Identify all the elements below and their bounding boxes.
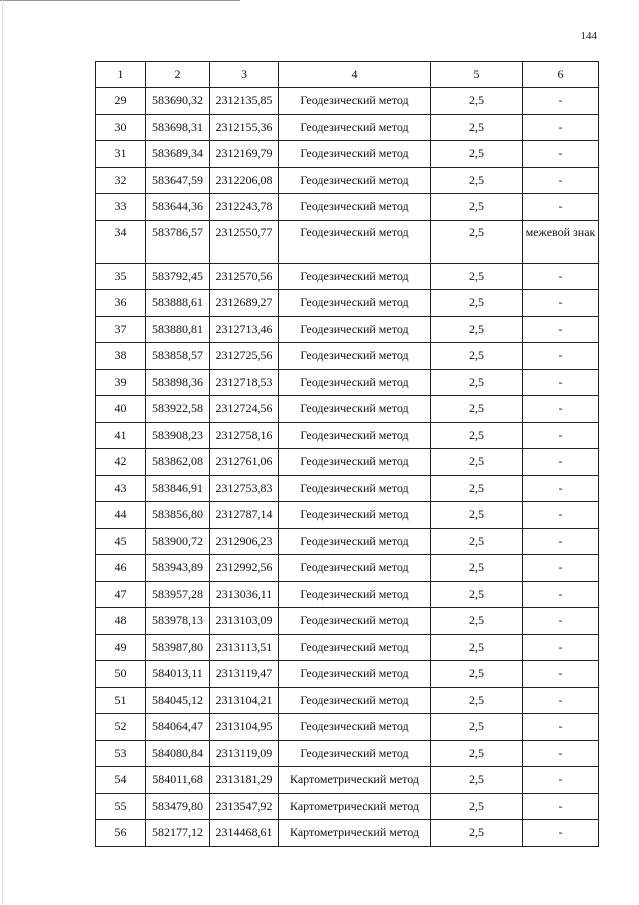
method-cell: Геодезический метод bbox=[279, 687, 431, 714]
table-row bbox=[96, 141, 599, 168]
y-coordinate-cell: 2313181,29 bbox=[210, 767, 279, 794]
point-number-cell: 51 bbox=[96, 687, 146, 714]
top-rule bbox=[0, 0, 240, 1]
y-coordinate-cell: 2312906,23 bbox=[210, 528, 279, 555]
point-number-cell: 38 bbox=[96, 343, 146, 370]
method-cell: Картометрический метод bbox=[279, 767, 431, 794]
y-coordinate-cell: 2313104,95 bbox=[210, 714, 279, 741]
table-row bbox=[96, 555, 599, 582]
method-cell: Геодезический метод bbox=[279, 369, 431, 396]
point-number-cell: 36 bbox=[96, 290, 146, 317]
method-cell: Геодезический метод bbox=[279, 634, 431, 661]
accuracy-cell: 2,5 bbox=[431, 449, 523, 476]
table-row bbox=[96, 475, 599, 502]
accuracy-cell: 2,5 bbox=[431, 714, 523, 741]
point-number-cell: 30 bbox=[96, 114, 146, 141]
x-coordinate-cell: 583862,08 bbox=[146, 449, 210, 476]
x-coordinate-cell: 583792,45 bbox=[146, 263, 210, 290]
y-coordinate-cell: 2313103,09 bbox=[210, 608, 279, 635]
x-coordinate-cell: 583690,32 bbox=[146, 88, 210, 115]
note-cell: - bbox=[523, 194, 599, 221]
y-coordinate-cell: 2312689,27 bbox=[210, 290, 279, 317]
method-cell: Геодезический метод bbox=[279, 740, 431, 767]
method-cell: Картометрический метод bbox=[279, 793, 431, 820]
table-row bbox=[96, 220, 599, 263]
table-row bbox=[96, 767, 599, 794]
note-cell: - bbox=[523, 422, 599, 449]
accuracy-cell: 2,5 bbox=[431, 369, 523, 396]
y-coordinate-cell: 2312550,77 bbox=[210, 220, 279, 263]
point-number-cell: 49 bbox=[96, 634, 146, 661]
accuracy-cell: 2,5 bbox=[431, 263, 523, 290]
accuracy-cell: 2,5 bbox=[431, 141, 523, 168]
x-coordinate-cell: 583888,61 bbox=[146, 290, 210, 317]
y-coordinate-cell: 2312725,56 bbox=[210, 343, 279, 370]
note-cell: - bbox=[523, 263, 599, 290]
method-cell: Геодезический метод bbox=[279, 316, 431, 343]
note-cell: - bbox=[523, 767, 599, 794]
point-number-cell: 50 bbox=[96, 661, 146, 688]
method-cell: Геодезический метод bbox=[279, 290, 431, 317]
y-coordinate-cell: 2312570,56 bbox=[210, 263, 279, 290]
table-row bbox=[96, 167, 599, 194]
y-coordinate-cell: 2312758,16 bbox=[210, 422, 279, 449]
x-coordinate-cell: 584011,68 bbox=[146, 767, 210, 794]
accuracy-cell: 2,5 bbox=[431, 555, 523, 582]
note-cell: - bbox=[523, 634, 599, 661]
point-number-cell: 32 bbox=[96, 167, 146, 194]
note-cell: - bbox=[523, 167, 599, 194]
column-header: 1 bbox=[96, 62, 146, 88]
y-coordinate-cell: 2312753,83 bbox=[210, 475, 279, 502]
y-coordinate-cell: 2312243,78 bbox=[210, 194, 279, 221]
method-cell: Картометрический метод bbox=[279, 820, 431, 847]
method-cell: Геодезический метод bbox=[279, 141, 431, 168]
table-row bbox=[96, 449, 599, 476]
x-coordinate-cell: 583479,80 bbox=[146, 793, 210, 820]
method-cell: Геодезический метод bbox=[279, 422, 431, 449]
x-coordinate-cell: 582177,12 bbox=[146, 820, 210, 847]
note-cell: - bbox=[523, 114, 599, 141]
note-cell: - bbox=[523, 475, 599, 502]
note-cell: - bbox=[523, 343, 599, 370]
accuracy-cell: 2,5 bbox=[431, 422, 523, 449]
x-coordinate-cell: 584064,47 bbox=[146, 714, 210, 741]
column-header: 6 bbox=[523, 62, 599, 88]
accuracy-cell: 2,5 bbox=[431, 687, 523, 714]
table-row bbox=[96, 714, 599, 741]
table-row bbox=[96, 502, 599, 529]
table-row bbox=[96, 290, 599, 317]
x-coordinate-cell: 583908,23 bbox=[146, 422, 210, 449]
x-coordinate-cell: 583647,59 bbox=[146, 167, 210, 194]
accuracy-cell: 2,5 bbox=[431, 528, 523, 555]
note-cell: - bbox=[523, 290, 599, 317]
y-coordinate-cell: 2312761,06 bbox=[210, 449, 279, 476]
method-cell: Геодезический метод bbox=[279, 396, 431, 423]
x-coordinate-cell: 583786,57 bbox=[146, 220, 210, 263]
coordinates-table bbox=[95, 61, 599, 847]
point-number-cell: 46 bbox=[96, 555, 146, 582]
accuracy-cell: 2,5 bbox=[431, 793, 523, 820]
point-number-cell: 56 bbox=[96, 820, 146, 847]
method-cell: Геодезический метод bbox=[279, 502, 431, 529]
method-cell: Геодезический метод bbox=[279, 528, 431, 555]
method-cell: Геодезический метод bbox=[279, 114, 431, 141]
table-row bbox=[96, 396, 599, 423]
note-cell: - bbox=[523, 396, 599, 423]
scan-edge bbox=[2, 0, 3, 905]
accuracy-cell: 2,5 bbox=[431, 475, 523, 502]
accuracy-cell: 2,5 bbox=[431, 88, 523, 115]
table-row bbox=[96, 581, 599, 608]
point-number-cell: 34 bbox=[96, 220, 146, 263]
y-coordinate-cell: 2312135,85 bbox=[210, 88, 279, 115]
method-cell: Геодезический метод bbox=[279, 555, 431, 582]
accuracy-cell: 2,5 bbox=[431, 502, 523, 529]
y-coordinate-cell: 2312787,14 bbox=[210, 502, 279, 529]
point-number-cell: 42 bbox=[96, 449, 146, 476]
method-cell: Геодезический метод bbox=[279, 449, 431, 476]
note-cell: - bbox=[523, 449, 599, 476]
x-coordinate-cell: 583898,36 bbox=[146, 369, 210, 396]
method-cell: Геодезический метод bbox=[279, 714, 431, 741]
point-number-cell: 45 bbox=[96, 528, 146, 555]
accuracy-cell: 2,5 bbox=[431, 820, 523, 847]
note-cell: - bbox=[523, 141, 599, 168]
x-coordinate-cell: 583922,58 bbox=[146, 396, 210, 423]
accuracy-cell: 2,5 bbox=[431, 114, 523, 141]
note-cell: - bbox=[523, 528, 599, 555]
y-coordinate-cell: 2313119,47 bbox=[210, 661, 279, 688]
table-row bbox=[96, 608, 599, 635]
x-coordinate-cell: 583698,31 bbox=[146, 114, 210, 141]
note-cell: - bbox=[523, 608, 599, 635]
x-coordinate-cell: 583858,57 bbox=[146, 343, 210, 370]
accuracy-cell: 2,5 bbox=[431, 396, 523, 423]
x-coordinate-cell: 583987,80 bbox=[146, 634, 210, 661]
point-number-cell: 40 bbox=[96, 396, 146, 423]
note-cell: - bbox=[523, 88, 599, 115]
y-coordinate-cell: 2313547,92 bbox=[210, 793, 279, 820]
point-number-cell: 35 bbox=[96, 263, 146, 290]
note-cell: - bbox=[523, 714, 599, 741]
table-row bbox=[96, 820, 599, 847]
y-coordinate-cell: 2312155,36 bbox=[210, 114, 279, 141]
column-header: 3 bbox=[210, 62, 279, 88]
note-cell: - bbox=[523, 820, 599, 847]
column-header: 5 bbox=[431, 62, 523, 88]
table-row bbox=[96, 634, 599, 661]
point-number-cell: 39 bbox=[96, 369, 146, 396]
method-cell: Геодезический метод bbox=[279, 475, 431, 502]
point-number-cell: 44 bbox=[96, 502, 146, 529]
point-number-cell: 33 bbox=[96, 194, 146, 221]
note-cell: - bbox=[523, 687, 599, 714]
table-row bbox=[96, 422, 599, 449]
y-coordinate-cell: 2312992,56 bbox=[210, 555, 279, 582]
note-cell: - bbox=[523, 555, 599, 582]
note-cell: межевой знак bbox=[523, 220, 599, 263]
table-row bbox=[96, 88, 599, 115]
accuracy-cell: 2,5 bbox=[431, 343, 523, 370]
x-coordinate-cell: 583900,72 bbox=[146, 528, 210, 555]
note-cell: - bbox=[523, 369, 599, 396]
method-cell: Геодезический метод bbox=[279, 661, 431, 688]
point-number-cell: 48 bbox=[96, 608, 146, 635]
note-cell: - bbox=[523, 793, 599, 820]
y-coordinate-cell: 2312206,08 bbox=[210, 167, 279, 194]
y-coordinate-cell: 2312718,53 bbox=[210, 369, 279, 396]
accuracy-cell: 2,5 bbox=[431, 608, 523, 635]
note-cell: - bbox=[523, 316, 599, 343]
point-number-cell: 41 bbox=[96, 422, 146, 449]
note-cell: - bbox=[523, 581, 599, 608]
page-number: 144 bbox=[580, 30, 597, 42]
table-row bbox=[96, 740, 599, 767]
accuracy-cell: 2,5 bbox=[431, 767, 523, 794]
table-row bbox=[96, 114, 599, 141]
accuracy-cell: 2,5 bbox=[431, 661, 523, 688]
accuracy-cell: 2,5 bbox=[431, 220, 523, 263]
table-row bbox=[96, 661, 599, 688]
table-row bbox=[96, 263, 599, 290]
x-coordinate-cell: 583856,80 bbox=[146, 502, 210, 529]
x-coordinate-cell: 583644,36 bbox=[146, 194, 210, 221]
x-coordinate-cell: 583943,89 bbox=[146, 555, 210, 582]
point-number-cell: 53 bbox=[96, 740, 146, 767]
note-cell: - bbox=[523, 740, 599, 767]
table-row bbox=[96, 687, 599, 714]
point-number-cell: 29 bbox=[96, 88, 146, 115]
method-cell: Геодезический метод bbox=[279, 88, 431, 115]
point-number-cell: 37 bbox=[96, 316, 146, 343]
x-coordinate-cell: 583846,91 bbox=[146, 475, 210, 502]
column-header: 4 bbox=[279, 62, 431, 88]
method-cell: Геодезический метод bbox=[279, 220, 431, 263]
x-coordinate-cell: 584045,12 bbox=[146, 687, 210, 714]
header-row bbox=[96, 62, 599, 88]
method-cell: Геодезический метод bbox=[279, 581, 431, 608]
note-cell: - bbox=[523, 661, 599, 688]
table-row bbox=[96, 793, 599, 820]
method-cell: Геодезический метод bbox=[279, 167, 431, 194]
point-number-cell: 55 bbox=[96, 793, 146, 820]
accuracy-cell: 2,5 bbox=[431, 581, 523, 608]
table-row bbox=[96, 316, 599, 343]
table-row bbox=[96, 343, 599, 370]
method-cell: Геодезический метод bbox=[279, 263, 431, 290]
y-coordinate-cell: 2312724,56 bbox=[210, 396, 279, 423]
point-number-cell: 54 bbox=[96, 767, 146, 794]
method-cell: Геодезический метод bbox=[279, 194, 431, 221]
x-coordinate-cell: 584080,84 bbox=[146, 740, 210, 767]
y-coordinate-cell: 2312169,79 bbox=[210, 141, 279, 168]
y-coordinate-cell: 2313113,51 bbox=[210, 634, 279, 661]
x-coordinate-cell: 583689,34 bbox=[146, 141, 210, 168]
y-coordinate-cell: 2313036,11 bbox=[210, 581, 279, 608]
point-number-cell: 52 bbox=[96, 714, 146, 741]
accuracy-cell: 2,5 bbox=[431, 194, 523, 221]
accuracy-cell: 2,5 bbox=[431, 290, 523, 317]
point-number-cell: 31 bbox=[96, 141, 146, 168]
note-cell: - bbox=[523, 502, 599, 529]
table-row bbox=[96, 369, 599, 396]
y-coordinate-cell: 2313119,09 bbox=[210, 740, 279, 767]
table-row bbox=[96, 194, 599, 221]
y-coordinate-cell: 2313104,21 bbox=[210, 687, 279, 714]
point-number-cell: 43 bbox=[96, 475, 146, 502]
accuracy-cell: 2,5 bbox=[431, 316, 523, 343]
point-number-cell: 47 bbox=[96, 581, 146, 608]
accuracy-cell: 2,5 bbox=[431, 634, 523, 661]
method-cell: Геодезический метод bbox=[279, 608, 431, 635]
x-coordinate-cell: 583957,28 bbox=[146, 581, 210, 608]
table-body bbox=[96, 62, 599, 847]
accuracy-cell: 2,5 bbox=[431, 740, 523, 767]
accuracy-cell: 2,5 bbox=[431, 167, 523, 194]
x-coordinate-cell: 583880,81 bbox=[146, 316, 210, 343]
table-row bbox=[96, 528, 599, 555]
y-coordinate-cell: 2312713,46 bbox=[210, 316, 279, 343]
x-coordinate-cell: 584013,11 bbox=[146, 661, 210, 688]
column-header: 2 bbox=[146, 62, 210, 88]
method-cell: Геодезический метод bbox=[279, 343, 431, 370]
x-coordinate-cell: 583978,13 bbox=[146, 608, 210, 635]
y-coordinate-cell: 2314468,61 bbox=[210, 820, 279, 847]
